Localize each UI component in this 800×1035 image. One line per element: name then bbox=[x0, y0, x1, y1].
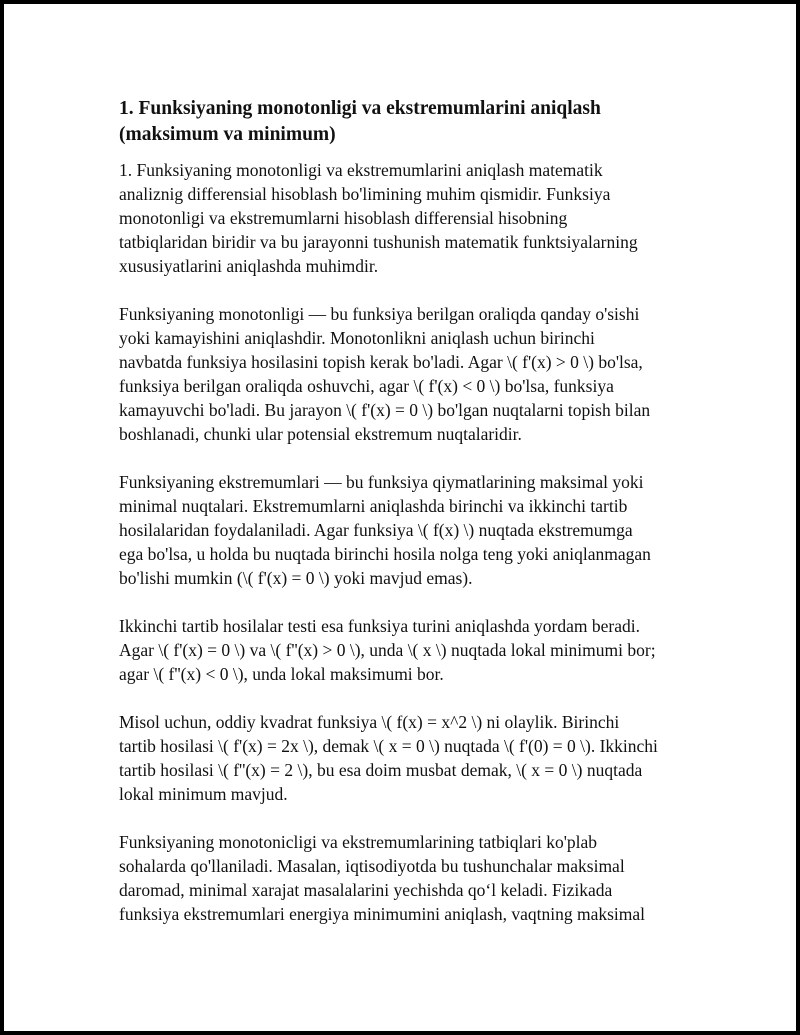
paragraph-extrema: Funksiyaning ekstremumlari — bu funksiya qiymatlarining maksimal yoki minimal nuqtalari. Ekstremumlarni aniqlashda birinchi va ikkinchi tartib hosilalaridan foydalaniladi. Agar funksiya \( f(x) \) nuqtada ekstremumga ega bo'lsa, u holda bu nuqtada birinchi hosila nolga teng yoki aniqlanmagan bo'lishi mumkin (\( f'(x) = 0 \) yoki mavjud emas). bbox=[119, 472, 651, 588]
document-body bbox=[119, 96, 699, 950]
document-title: 1. Funksiyaning monotonligi va ekstremumlarini aniqlash (maksimum va minimum) bbox=[119, 98, 601, 145]
paragraph-example: Misol uchun, oddiy kvadrat funksiya \( f(x) = x^2 \) ni olaylik. Birinchi tartib hosilasi \( f'(x) = 2x \), demak \( x = 0 \) nuqtada \( f'(0) = 0 \). Ikkinchi tartib hosilasi \( f''(x) = 2 \), bu esa doim musbat demak, \( x = 0 \) nuqtada lokal minimum mavjud. bbox=[119, 712, 658, 804]
paragraph-second-derivative-test: Ikkinchi tartib hosilalar testi esa funksiya turini aniqlashda yordam beradi. Agar \( f'(x) = 0 \) va \( f''(x) > 0 \), unda \( x \) nuqtada lokal minimumi bor; agar \( f''(x) < 0 \), unda lokal maksimumi bor. bbox=[119, 616, 656, 684]
paragraph-applications: Funksiyaning monotonicligi va ekstremumlarining tatbiqlari ko'plab sohalarda qo'llaniladi. Masalan, iqtisodiyotda bu tushunchalar maksimal daromad, minimal xarajat masalalarini yechishda qo‘l keladi. Fizikada funksiya ekstremumlari energiya minimumini aniqlash, vaqtning maksimal bbox=[119, 832, 646, 924]
paragraph-monotonicity: Funksiyaning monotonligi — bu funksiya berilgan oraliqda qanday o'sishi yoki kamayishini aniqlashdir. Monotonlikni aniqlash uchun birinchi navbatda funksiya hosilasini topish kerak bo'ladi. Agar \( f'(x) > 0 \) bo'lsa, funksiya berilgan oraliqda oshuvchi, agar \( f'(x) < 0 \) bo'lsa, funksiya kamayuvchi bo'ladi. Bu jarayon \( f'(x) = 0 \) bo'lgan nuqtalarni topish bilan boshlanadi, chunki ular potensial ekstremum nuqtalaridir. bbox=[119, 304, 651, 444]
paragraph-intro: 1. Funksiyaning monotonligi va ekstremumlarini aniqlash matematik analiznig differensial hisoblash bo'limining muhim qismidir. Funksiya monotonligi va ekstremumlarni hisoblash differensial hisobning tatbiqlaridan biridir va bu jarayonni tushunish matematik funktsiyalarning xususiyatlarini aniqlashda muhimdir. bbox=[119, 160, 638, 276]
